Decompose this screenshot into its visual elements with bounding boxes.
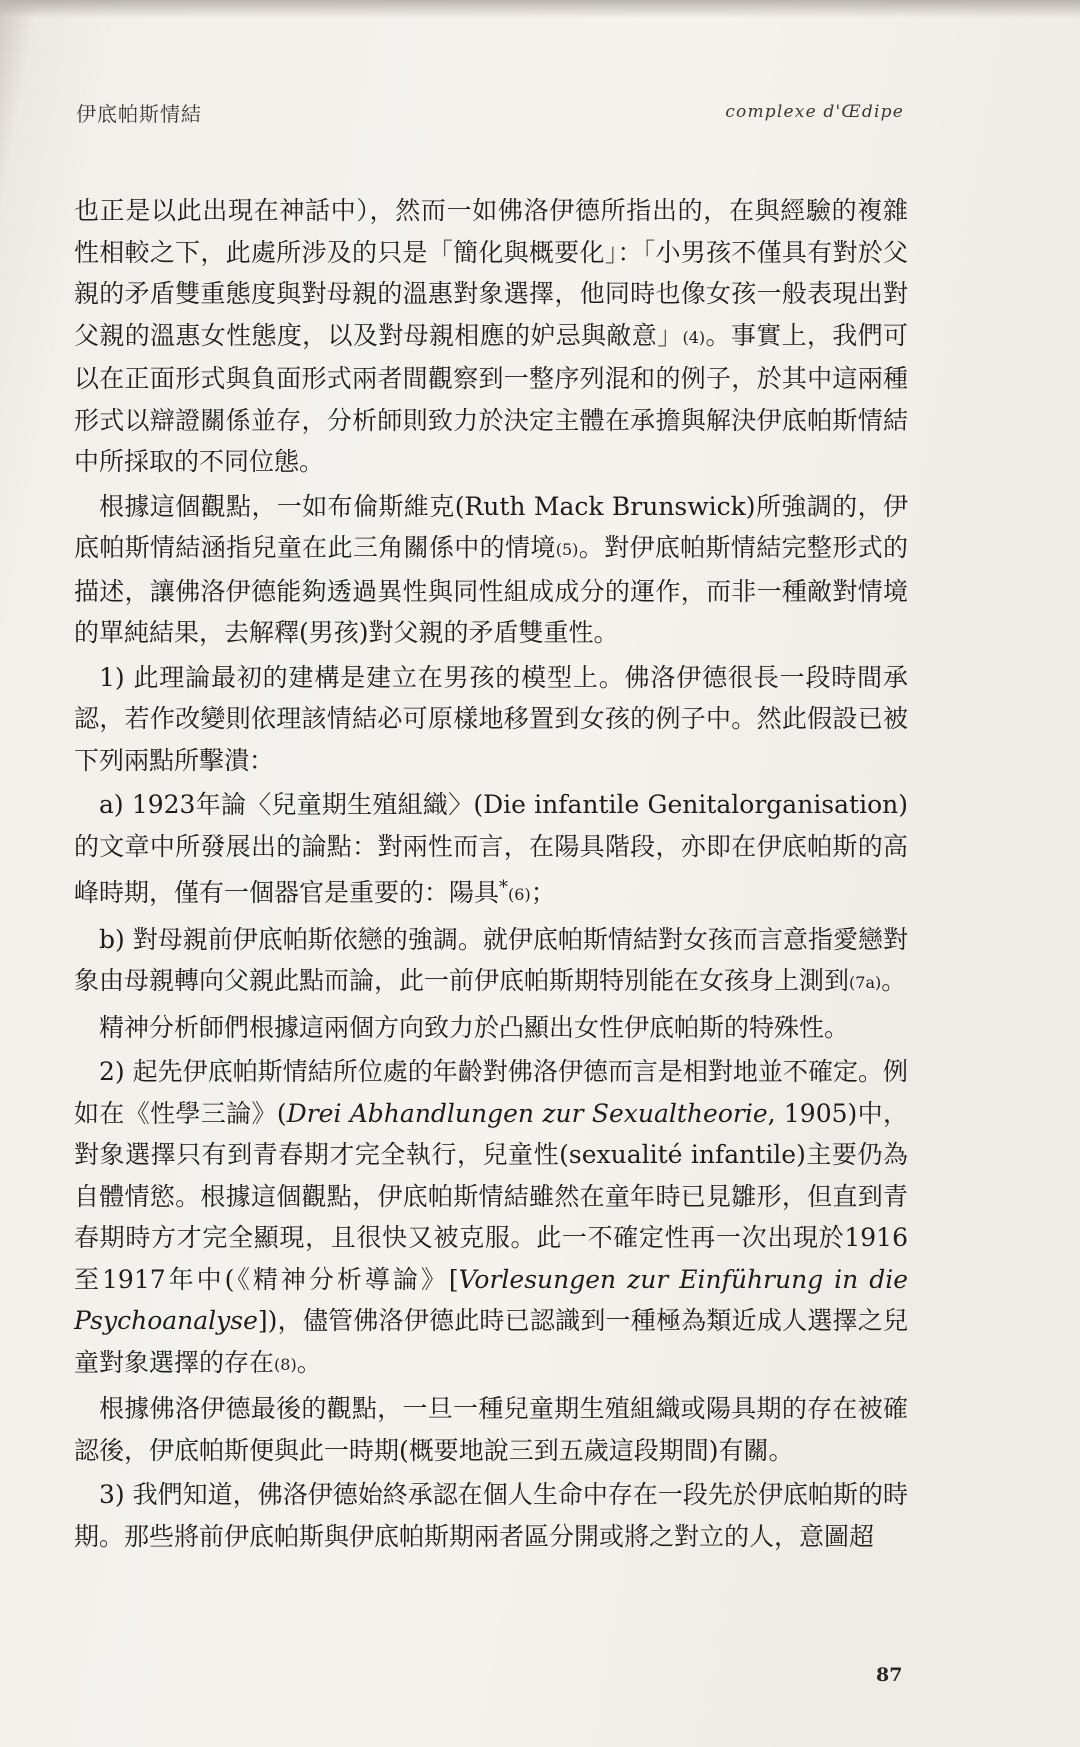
footnote-ref: (6): [508, 885, 531, 904]
paragraph-p8: [74, 1388, 908, 1471]
italic-title: Drei Abhandlungen zur Sexualtheorie: [286, 1098, 768, 1128]
italic-title: Vorlesungen zur Einführung in die Psychoanalyse: [74, 1264, 909, 1335]
paragraph-p3: [74, 657, 908, 782]
text-run: 2) 起先伊底帕斯情結所位處的年齡對佛洛伊德而言是相對地並不確定。例如在《性學三論》(: [74, 1057, 908, 1128]
header-chapter-title: 伊底帕斯情結: [76, 101, 202, 126]
glossary-asterisk: *: [499, 877, 509, 898]
paragraph-p1: [74, 190, 908, 483]
text-run: 。: [881, 966, 907, 995]
paragraph-p9: [74, 1474, 908, 1557]
paragraph-p5: [74, 919, 908, 1004]
text-run: 根據佛洛伊德最後的觀點，一旦一種兒童期生殖組織或陽具期的存在被確認後，伊底帕斯便與此一時期(概要地說三到五歲這段期間)有關。: [74, 1394, 908, 1465]
body-text: [74, 190, 908, 1557]
text-run: a) 1923年論〈兒童期生殖組織〉(Die infantile Genitalorganisation)的文章中所發展出的論點：對兩性而言，在陽具階段，亦即在伊底帕斯的高峰時期，僅有一個器官是重要的：陽具: [74, 790, 908, 907]
text-run: , 1905)中，對象選擇只有到青春期才完全執行，兒童性(sexualité infantile)主要仍為自體情慾。根據這個觀點，伊底帕斯情結雖然在童年時已見雛形，但直到青春期時方才完全顯現，且很快又被克服。此一不確定性再一次出現於1916至1917年中(《精神分析導論》[: [74, 1098, 908, 1294]
text-run: 精神分析師們根據這兩個方向致力於凸顯出女性伊底帕斯的特殊性。: [99, 1012, 850, 1042]
paragraph-p7: [74, 1051, 908, 1385]
text-run: ；: [530, 878, 556, 907]
footnote-ref: (5): [555, 540, 579, 559]
text-run: ])，儘管佛洛伊德此時已認識到一種極為類近成人選擇之兒童對象選擇的存在: [74, 1306, 908, 1377]
text-run: 1) 此理論最初的建構是建立在男孩的模型上。佛洛伊德很長一段時間承認，若作改變則依理該情結必可原樣地移置到女孩的例子中。然此假設已被下列兩點所擊潰：: [74, 662, 908, 775]
paragraph-p2: [74, 486, 908, 654]
header-term: complexe d'Œdipe: [725, 102, 904, 122]
paragraph-p6: [74, 1007, 908, 1049]
footnote-ref: (4): [682, 327, 706, 347]
text-run: 也正是以此出現在神話中），然而一如佛洛伊德所指出的，在與經驗的複雜性相較之下，此處所涉及的只是「簡化與概要化」：「小男孩不僅具有對於父親的矛盾雙重態度與對母親的溫惠對象選擇，他同時也像女孩一般表現出對父親的溫惠女性態度，以及對母親相應的妒忌與敵意」: [74, 196, 908, 350]
text-run: 。對伊底帕斯情結完整形式的描述，讓佛洛伊德能夠透過異性與同性組成成分的運作，而非一種敵對情境的單純結果，去解釋(男孩)對父親的矛盾雙重性。: [74, 533, 908, 647]
text-run: 根據這個觀點，一如布倫斯維克(Ruth Mack Brunswick)所強調的，伊底帕斯情結涵指兒童在此三角關係中的情境: [74, 491, 908, 562]
page-number: 87: [876, 1664, 903, 1686]
paragraph-p4: [74, 784, 908, 916]
text-run: 。事實上，我們可以在正面形式與負面形式兩者間觀察到一整序列混和的例子，於其中這兩種形式以辯證關係並存，分析師則致力於決定主體在承擔與解決伊底帕斯情結中所採取的不同位態。: [74, 320, 908, 476]
text-run: 。: [296, 1347, 322, 1377]
text-run: b) 對母親前伊底帕斯依戀的強調。就伊底帕斯情結對女孩而言意指愛戀對象由母親轉向父親此點而論，此一前伊底帕斯期特別能在女孩身上測到: [74, 924, 908, 995]
text-run: 3) 我們知道，佛洛伊德始終承認在個人生命中存在一段先於伊底帕斯的時期。那些將前伊底帕斯與伊底帕斯期兩者區分開或將之對立的人，意圖超: [74, 1480, 908, 1551]
running-header: [76, 96, 904, 128]
footnote-ref: (7a): [849, 973, 882, 992]
footnote-ref: (8): [274, 1354, 297, 1374]
